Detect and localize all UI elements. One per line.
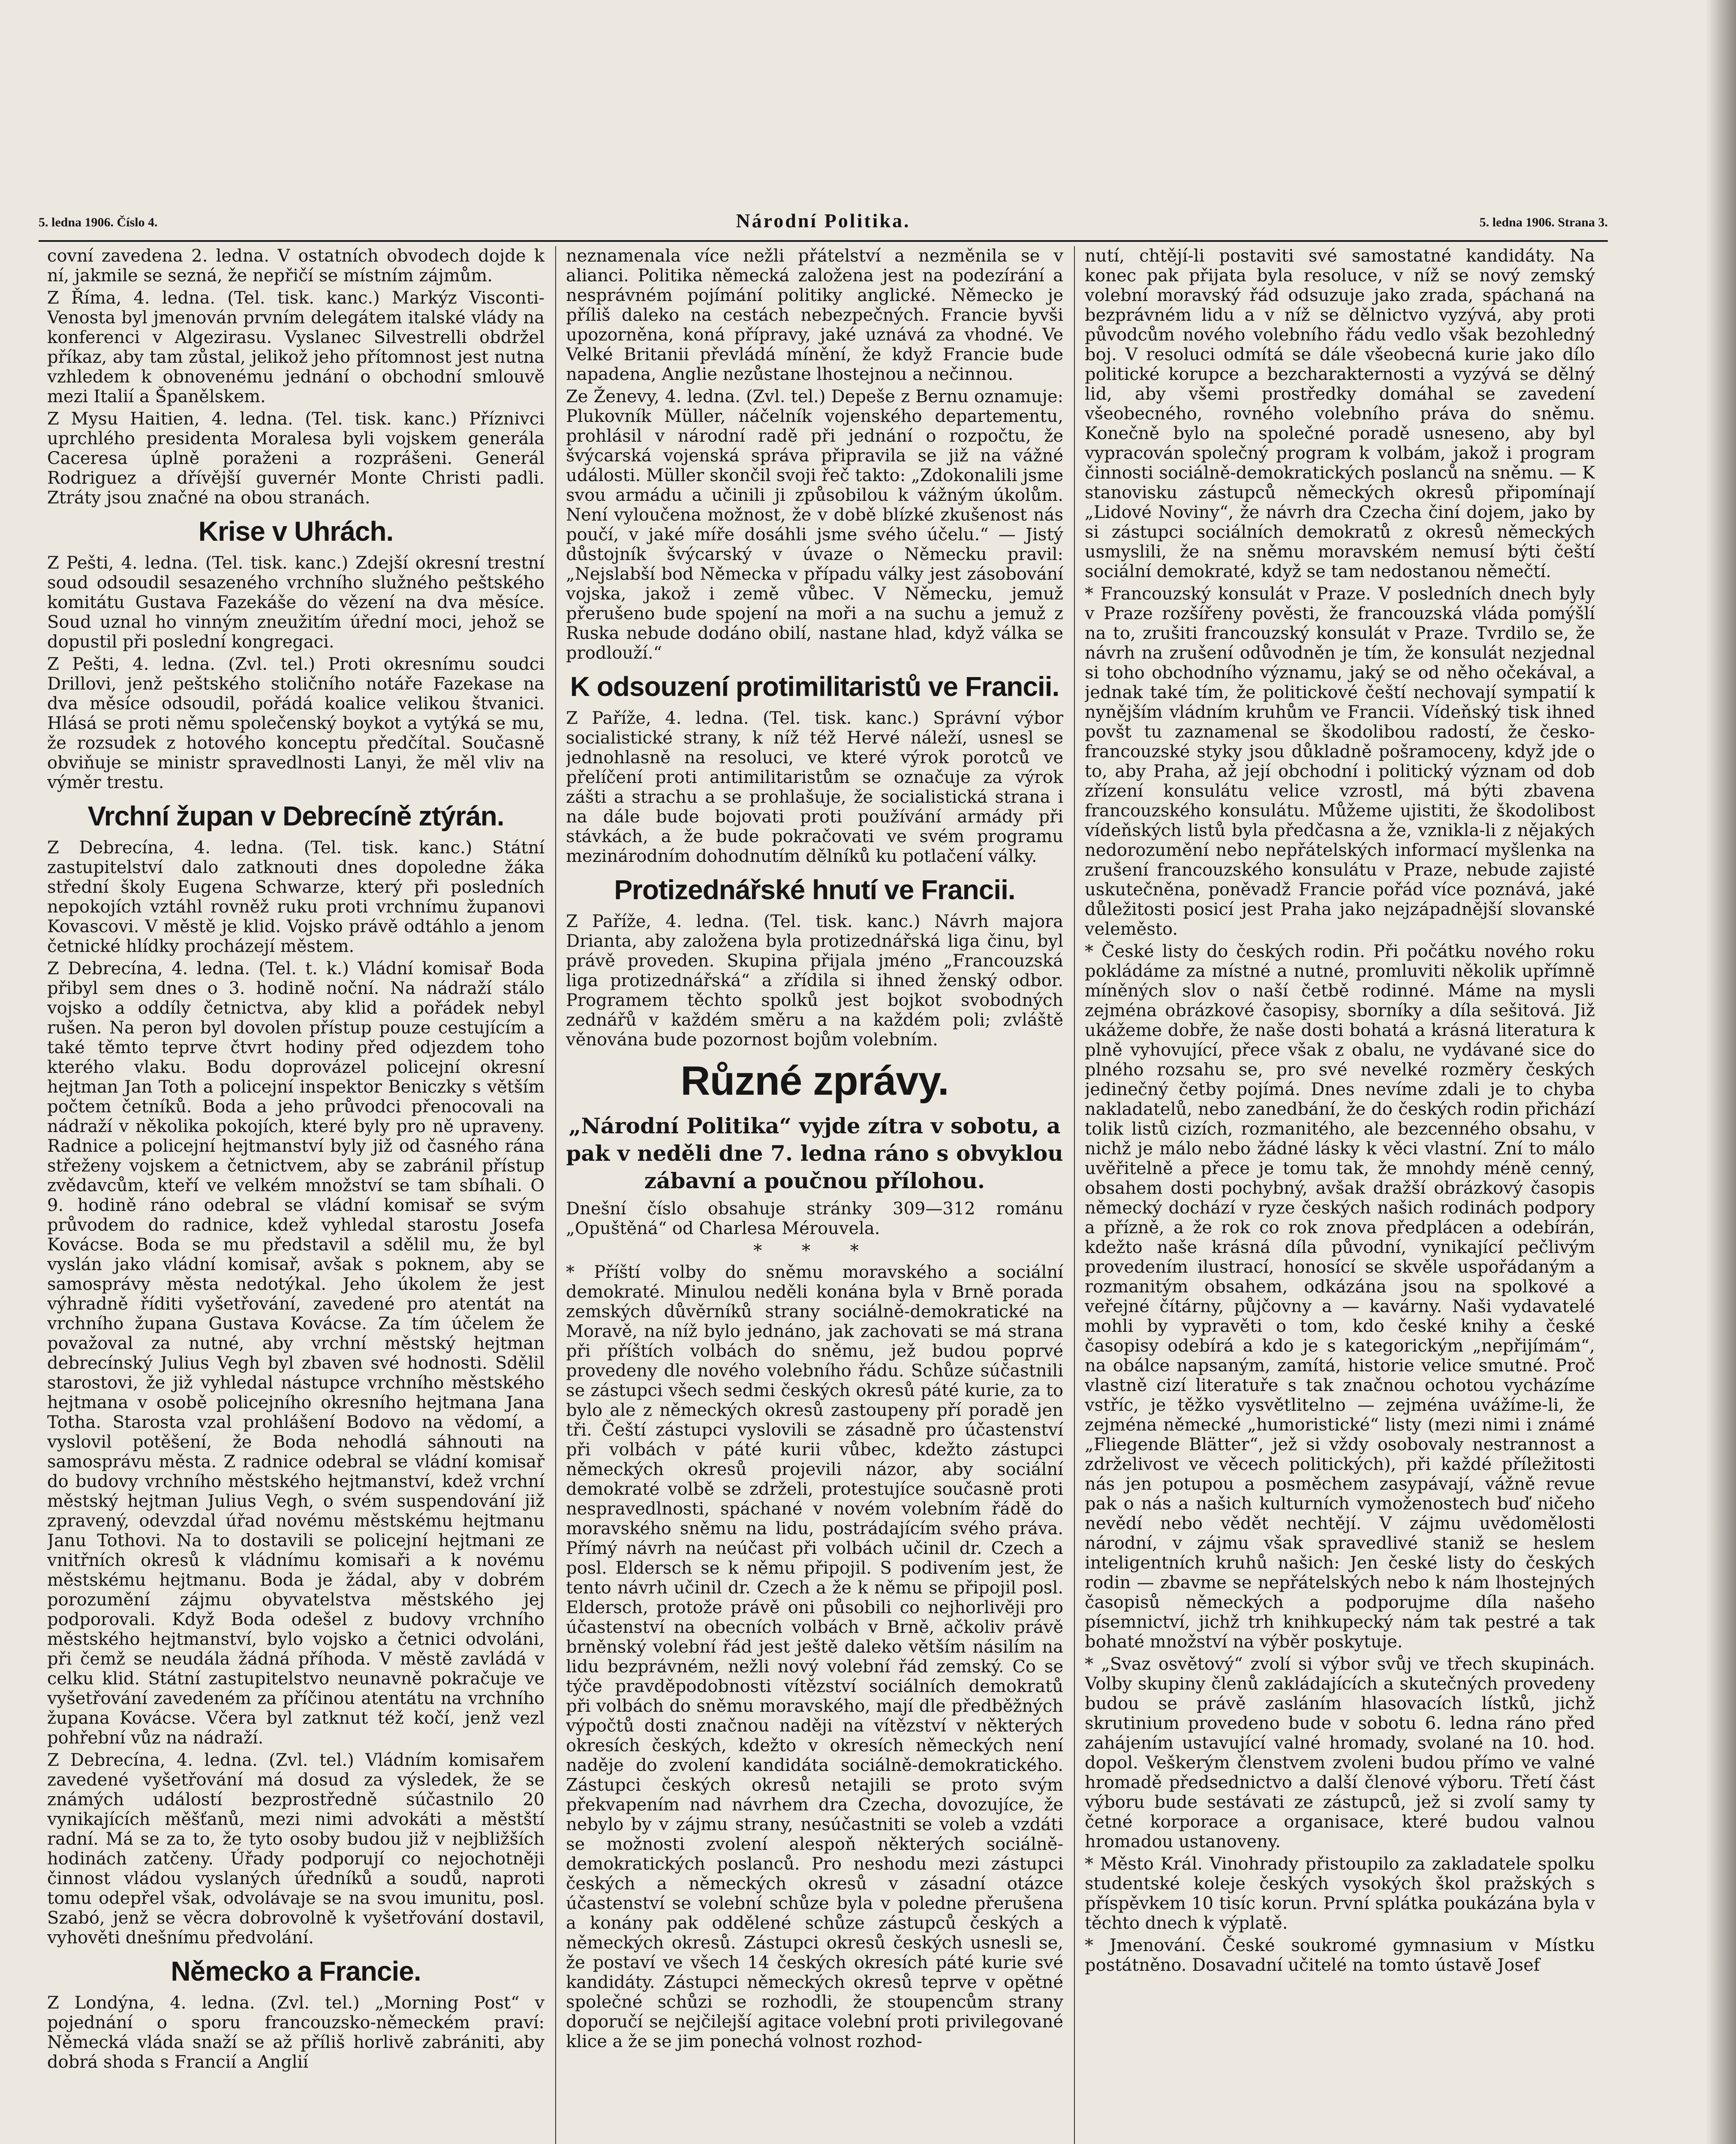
- column-divider: [555, 246, 556, 2144]
- article-paragraph: nutí, chtějí-li postaviti své samostatné kandidáty. Na konec pak přijata byla resoluce, v níž se nový zemský volební moravský řád odsuzuje jako zrada, spáchaná na bezprávném lidu a v níž se dělnictvo vyzývá, aby proti původcům nového volebního řádu vedlo však bezohledný boj. V resoluci odmítá se dále všeobecná kurie jako dílo politické korupce a bezcharakternosti a vyzývá se dělný lid, aby všemi prostředky domáhal se zavedení všeobecného, rovného volebního práva do sněmu. Konečně bylo na společné poradě usneseno, aby byl vypracován společný program k volbám, jakož i program činnosti sociálně-demokratických poslanců na sněmu. — K stanovisku zástupců německých okresů připomínají „Lidové Noviny“, že návrh dra Czecha činí dojem, jako by si zástupci sociálních demokratů z okresů německých usmyslili, že na sněmu moravském nemusí býti čeští sociální demokraté, když se tam nedostanou němečtí.: [1085, 246, 1595, 581]
- article-paragraph: Z Londýna, 4. ledna. (Zvl. tel.) „Morning Post“ v pojednání o sporu francouzsko-německém praví: Německá vláda snaží se až příliš horlivě zabrániti, aby dobrá shoda s Francií a Anglií: [47, 1993, 545, 2072]
- article-paragraph: covní zavedena 2. ledna. V ostatních obvodech dojde k ní, jakmile se sezná, že nepřičí se místním zájmům.: [47, 246, 545, 286]
- publication-notice: „Národní Politika“ vyjde zítra v sobotu, a pak v neděli dne 7. ledna ráno s obvyklou zábavní a poučnou přílohou.: [566, 1113, 1063, 1193]
- section-heading: Vrchní župan v Debrecíně ztýrán.: [87, 801, 504, 831]
- article-paragraph: Ze Ženevy, 4. ledna. (Zvl. tel.) Depeše z Bernu oznamuje: Plukovník Müller, náčelník vojenského departementu, prohlásil v národní radě při jednání o rozpočtu, že švýcarská vojenská správa připravila se již na vážné události. Müller skončil svoji řeč takto: „Zdokonalili jsme svou armádu a učinili ji způsobilou k vážným úkolům. Není vyloučena možnost, že v době blízké zkušenost nás poučí, v jaké míře dosáhli jsme svého účelu.“ — Jistý důstojník švýcarský v úvaze o Německu pravil: „Nejslabší bod Německa v případu války jest zásobování vojska, jakož i země vůbec. V Německu, jemuž přerušeno bude spojení na moři a na suchu a jemuž z Ruska nebude dodáno obilí, nastane hlad, když válka se prodlouží.“: [566, 387, 1063, 663]
- separator-stars: * * *: [753, 1241, 876, 1261]
- article-paragraph: * Francouzský konsulát v Praze. V posledních dnech byly v Praze rozšířeny pověsti, že francouzská vláda pomýšlí na to, zrušiti francouzský konsulát v Praze. Tvrdilo se, že návrh na zrušení odůvodněn je tím, že konsulát nezjednal si toho obchodního významu, jaký se od něho očekával, a jednak také tím, že politickové čeští nechovají sympatií k nynějším vládním kruhům ve Francii. Vídeňský tisk ihned povšt tu zaznamenal se škodolibou radostí, že česko-francouzské styky jsou důkladně pošramoceny, když jde o to, aby Praha, až její obchodní i politický význam od dob zřízení konsulátu velice vzrostl, má býti zbavena francouzského konsulátu. Můžeme ujistiti, že škodolibost vídeňských listů byla předčasna a že, vznikla-li z nějakých nedorozumění nebo nepřátelských informací myšlenka na zrušení francouzského konsulátu v Praze, nebude zajisté uskutečněna, poněvadž Francie pořád více poznává, jaké důležitosti posicí jest Praha jako nejzápadnější slovanské veleměsto.: [1085, 584, 1595, 939]
- column-3: [1085, 246, 1595, 2144]
- article-paragraph: Dnešní číslo obsahuje stránky 309—312 románu „Opuštěná“ od Charlesa Mérouvela.: [566, 1199, 1063, 1238]
- article-paragraph: Z Pešti, 4. ledna. (Zvl. tel.) Proti okresnímu soudci Drillovi, jenž peštského stoličního notáře Fazekase na dva měsíce odsoudil, pořádá koalice velikou štvanici. Hlásá se proti němu společenský boykot a vytýká se mu, že rozsudek z hotového konceptu předčítal. Současně obviňuje se ministr spravedlnosti Lanyi, že měl vliv na výměr trestu.: [47, 654, 545, 792]
- section-heading: Protizednářské hnutí ve Francii.: [614, 874, 1015, 905]
- article-paragraph: * Jmenování. České soukromé gymnasium v Místku postátněno. Dosavadní učitelé na tomto ústavě Josef: [1085, 1936, 1595, 1975]
- column-2: [566, 246, 1063, 2144]
- article-paragraph: * Příští volby do sněmu moravského a sociální demokraté. Minulou neděli konána byla v Brně porada zemských důvěrníků strany sociálně-demokratické na Moravě, na níž bylo jednáno, jak zachovati se má strana při příštích volbách do sněmu, jež budou poprvé provedeny dle nového volebního řádu. Schůze súčastnili se zástupci všech sedmi českých okresů páté kurie, za to bylo ale z německých okresů zastoupeny pří poradě jen tři. Čeští zástupci vyslovili se zásadně pro účastenství při volbách v páté kurii vůbec, kdežto zástupci německých okresů projevili názor, aby sociální demokraté volbě se zdrželi, protestujíce současně proti nespravedlnosti, spáchané v novém volebním řádě do moravského sněmu na lidu, postrádajícím svého práva. Přímý návrh na neúčast při volbách učinil dr. Czech a posl. Eldersch se k němu připojil. S podivením jest, že tento návrh učinil dr. Czech a že k němu se připojil posl. Eldersch, protože právě oni působili co nejhorlivěji pro účastenství na obecních volbách v Brně, ačkoliv právě brněnský volební řád jest ještě daleko větším násilím na lidu bezprávném, nežli nový volební řád zemský. Co se týče pravděpodobnosti vítězství sociálních demokratů při volbách do sněmu moravského, mají dle předběžných výpočtů dosti značnou naději na vítězství v některých okresích českých, kdežto v okresích německých není naděje do zvolení kandidáta sociálně-demokratického. Zástupci českých okresů netajili se proto svým překvapením nad návrhem dra Czecha, dovozujíce, že nebylo by v zájmu strany, nesúčastniti se voleb a vzdáti se možnosti zvolení alespoň některých sociálně-demokratických poslanců. Pro neshodu mezi zástupci českých a německých okresů v zásadní otázce účastenství se volební schůze byla v poledne přerušena a konány pak oddělené schůze zástupců českých a německých okresů. Zástupci okresů českých usnesli se, že postaví ve všech 14 českých okresích páté kurie své kandidáty. Zástupci německých okresů teprve v opětné společné schůzi se rozhodli, že stoupencům strany doporučí se nejčilejší agitace volební proti privilegované klice a že se jim ponechá volnost rozhod-: [566, 1262, 1063, 2051]
- article-paragraph: neznamenala více nežli přátelství a nezměnila se v alianci. Politika německá založena jest na podezírání a nesprávném pojímání politiky anglické. Německo je příliš daleko na cestách nebezpečných. Francie byvši upozorněna, koná přípravy, jaké uznává za vhodné. Ve Velké Britanii převládá mínění, že když Francie bude napadena, Anglie nezůstane lhostejnou a nečinnou.: [566, 246, 1063, 384]
- article-paragraph: Z Debrecína, 4. ledna. (Tel. tisk. kanc.) Státní zastupitelství dalo zatknouti dnes dopoledne žáka střední školy Eugena Schwarze, který při posledních nepokojích vztáhl rovněž ruku proti vrchnímu županovi Kovascovi. V městě je klid. Vojsko právě odtáhlo a jenom četnické hlídky procházejí městem.: [47, 838, 545, 956]
- column-divider: [1074, 246, 1075, 2144]
- page-edge-shadow: [1706, 0, 1736, 2144]
- column-1: [47, 246, 545, 2144]
- masthead: [39, 209, 1608, 239]
- section-heading: K odsouzení protimilitaristů ve Francii.: [570, 671, 1059, 702]
- newspaper-title: Národní Politika.: [736, 210, 911, 232]
- article-paragraph: Z Debrecína, 4. ledna. (Tel. t. k.) Vládní komisař Boda přibyl sem dnes o 3. hodině noční. Na nádraží stálo vojsko a oddíly četnictva, aby klid a pořádek nebyl rušen. Na peron byl dovolen přístup pouze cestujícím a také těmto teprve čtvrt hodiny před odjezdem toho kterého vlaku. Bodu doprovázel policejní okresní hejtman Jan Toth a policejní inspektor Beniczky s větším počtem četníků. Boda a jeho průvodci přenocovali na nádraží v několika pokojích, které byly pro ně upraveny. Radnice a policejní hejtmanství byly již od časného rána střeženy vojskem a četnictvem, aby se zabránil přístup zvědavcům, kteří ve velkém množství se tam sbíhali. O 9. hodině ráno odebral se vládní komisař se svým průvodem do radnice, kdež vyhledal starostu Josefa Kovácse. Boda se mu představil a sdělil mu, že byl vyslán jako vládní komisař, avšak s poknem, aby se samosprávy města nedotýkal. Jeho úkolem že jest výhradně říditi vyšetřování, zavedené pro atentát na vrchního župana Gustava Kovácse. Za tím účelem že považoval za nutné, aby vrchní městský hejtman debrecínský Julius Vegh byl zbaven své hodnosti. Sdělil starostovi, že již vyhledal nástupce vrchního městského hejtmana v osobě policejního okresního hejtmana Jana Totha. Starosta vzal prohlášení Bodovo na vědomí, a vyslovil potěšení, že Boda nehodlá sáhnouti na samosprávu města. Z radnice odebral se vládní komisař do budovy vrchního městského hejtmanství, kdež vrchní městský hejtman Julius Vegh, o svém suspendování již zpravený, odevzdal úřad novému městskému hejtmanu Janu Tothovi. Na to dostavili se policejní hejtmani ze vnitřních okresů k vládnímu komisaři a k novému městskému hejtmanu. Boda je žádal, aby v dobrém porozumění zájmu obyvatelstva městského jej podporovali. Když Boda odešel z budovy vrchního městského hejtmanství, bylo vojsko a četnici odvoláni, při čemž se neudála žádná příhoda. V městě zavládá v celku klid. Státní zastupitelstvo neunavně pokračuje ve vyšetřování zavedeném za příčinou atentátu na vrchního župana Kovácse. Včera byl zatknut též kočí, jenž vezl pohřební vůz na nádraží.: [47, 959, 545, 1748]
- article-paragraph: Z Paříže, 4. ledna. (Tel. tisk. kanc.) Návrh majora Drianta, aby založena byla protizednářská liga činu, byl právě proveden. Skupina přijala jméno „Francouzská liga protizednářská“ a zřídila si ihned ženský odbor. Programem těchto spolků jest bojkot svobodných zednářů v každém směru a na každém poli; zvláště věnována bude pozornost bojům volebním.: [566, 912, 1063, 1050]
- article-paragraph: * České listy do českých rodin. Při počátku nového roku pokládáme za místné a nutné, promluviti několik upřímně míněných slov o naší četbě rodinné. Máme na mysli zejména obrázkové časopisy, sborníky a díla sešitová. Již ukážeme dobře, že naše dosti bohatá a krásná literatura k plně vyhovující, přece však z obalu, ne vydávané sice do plného rozsahu se, pro své nevelké rozměry českých jedinečný četby pojímá. Dnes nevíme zdali je to chyba nakladatelů, nebo zanedbání, že do českých rodin přichází tolik listů cizích, rozmanitého, ale bezcenného obsahu, v nichž je málo nebo žádné lásky k věci vlastní. Zní to málo uvěřitelně a přece je tomu tak, že mnohdy méně cenný, obsahem dosti pochybný, avšak dražší obrázkový časopis německý dochází v ryze českých našich rodinách podpory a přízně, a že rok co rok znova předplácen a odebírán, kdežto naše krásná díla původní, vynikající pečlivým provedením ilustrací, honosící se skvěle uspořádaným a rozmanitým obsahem, odkázána jsou na spolkové a veřejné čítárny, půjčovny a — kavárny. Naši vydavatelé mohli by vypravěti o tom, kdo české knihy a české časopisy odebírá a kdo je s kategorickým „nepřijímám“, na obálce napsaným, zamítá, historie velice smutné. Proč vlastně cizí literatuře s tak značnou ochotou vycházíme vstříc, je těžko vysvětlitelno — zejména uvážíme-li, že zejména německé „humoristické“ listy (mezi nimi i známé „Fliegende Blätter“, jež si vždy osobovaly nestrannost a zdrželivost ve věcech politických), při každé příležitosti nás jen potupou a posměchem zasypávají, vážně revue pak o nás a našich kulturních vymoženostech buď ničeho nevědí nebo vědět nechtějí. V zájmu uvědomělosti národní, v zájmu však spravedlivé staniž se heslem inteligentních kruhů našich: Jen české listy do českých rodin — zbavme se nepřátelských nebo k nám lhostejných časopisů německých a podporujme díla našeho písemnictví, jichž trh knihkupecký nám tak pestré a tak bohaté množství na výběr poskytuje.: [1085, 942, 1595, 1652]
- section-heading: Různé zprávy.: [680, 1058, 949, 1104]
- issue-date-left: 5. ledna 1906. Číslo 4.: [39, 215, 158, 229]
- header-rule: [39, 240, 1608, 242]
- article-paragraph: Z Debrecína, 4. ledna. (Zvl. tel.) Vládním komisařem zavedené vyšetřování má dosud za výsledek, že se známých událostí bezprostředně súčastnilo 20 vynikajících měšťanů, mezi nimi advokáti a městští radní. Má se za to, že tyto osoby budou již v nejbližších hodinách zatčeny. Úřady podporují co nejochotněji činnost vládou vyslaných úředníků a soudů, naproti tomu odepřel však, odvolávaje se na svou imunitu, posl. Szabó, jenž se věcra dobrovolně k vyšetřování dostavil, vyhověti dnešnímu předvolání.: [47, 1750, 545, 1948]
- article-paragraph: * Město Král. Vinohrady přistoupilo za zakladatele spolku studentské koleje českých vysokých škol pražských s příspěvkem 10 tisíc korun. První splátka poukázána byla v těchto dnech k výplatě.: [1085, 1854, 1595, 1933]
- article-paragraph: Z Mysu Haitien, 4. ledna. (Tel. tisk. kanc.) Příznivci uprchlého presidenta Moralesa byli vojskem generála Caceresa úplně poraženi a rozprášeni. Generál Rodriguez a dřívější guvernér Monte Christi padli. Ztráty jsou značné na obou stranách.: [47, 409, 545, 508]
- article-paragraph: * „Svaz osvětový“ zvolí si výbor svůj ve třech skupinách. Volby skupiny členů zakládajících a skutečných provedeny budou se právě zasláním hlasovacích lístků, jichž skrutinium provedeno bude v sobotu 6. ledna ráno před zahájením ustavující valné hromady, svolané na 10. hod. dopol. Veškerým členstvem zvoleni budou přímo ve valné hromadě předsednictvo a další členové výboru. Třetí část výboru bude sestávati ze zástupců, jež si zvolí samy ty četné korporace a organisace, které budou valnou hromadou ustanoveny.: [1085, 1654, 1595, 1852]
- article-paragraph: Z Paříže, 4. ledna. (Tel. tisk. kanc.) Správní výbor socialistické strany, k níž též Hervé náleží, usnesl se jednohlasně na resoluci, ve které výrok porotců ve přelíčení proti antimilitaristům se označuje za výrok zášti a strachu a se prohlašuje, že socialistická strana i na dále bude bojovati proti používání armády při stávkách, a že bude pokračovati ve svém programu mezinárodním dohodnutím dělníků ku potlačení války.: [566, 708, 1063, 866]
- article-paragraph: Z Říma, 4. ledna. (Tel. tisk. kanc.) Markýz Visconti-Venosta byl jmenován prvním delegátem italské vlády na konferenci v Algezirasu. Vyslanec Silvestrelli obdržel příkaz, aby tam zůstal, jelikož jeho přítomnost jest nutna vzhledem k obnovenému jednání o obchodní smlouvě mezi Italií a Španělskem.: [47, 288, 545, 407]
- issue-date-right: 5. ledna 1906. Strana 3.: [1479, 215, 1608, 229]
- section-heading: Německo a Francie.: [171, 1956, 421, 1987]
- section-heading: Krise v Uhrách.: [198, 516, 394, 547]
- article-paragraph: Z Pešti, 4. ledna. (Tel. tisk. kanc.) Zdejší okresní trestní soud odsoudil sesazeného vrchního služného peštského komitátu Gustava Fazekáše do vězení na dva měsíce. Soud uznal ho vinným zneužitím úřední moci, jehož se dopustil při poslední kongregaci.: [47, 553, 545, 652]
